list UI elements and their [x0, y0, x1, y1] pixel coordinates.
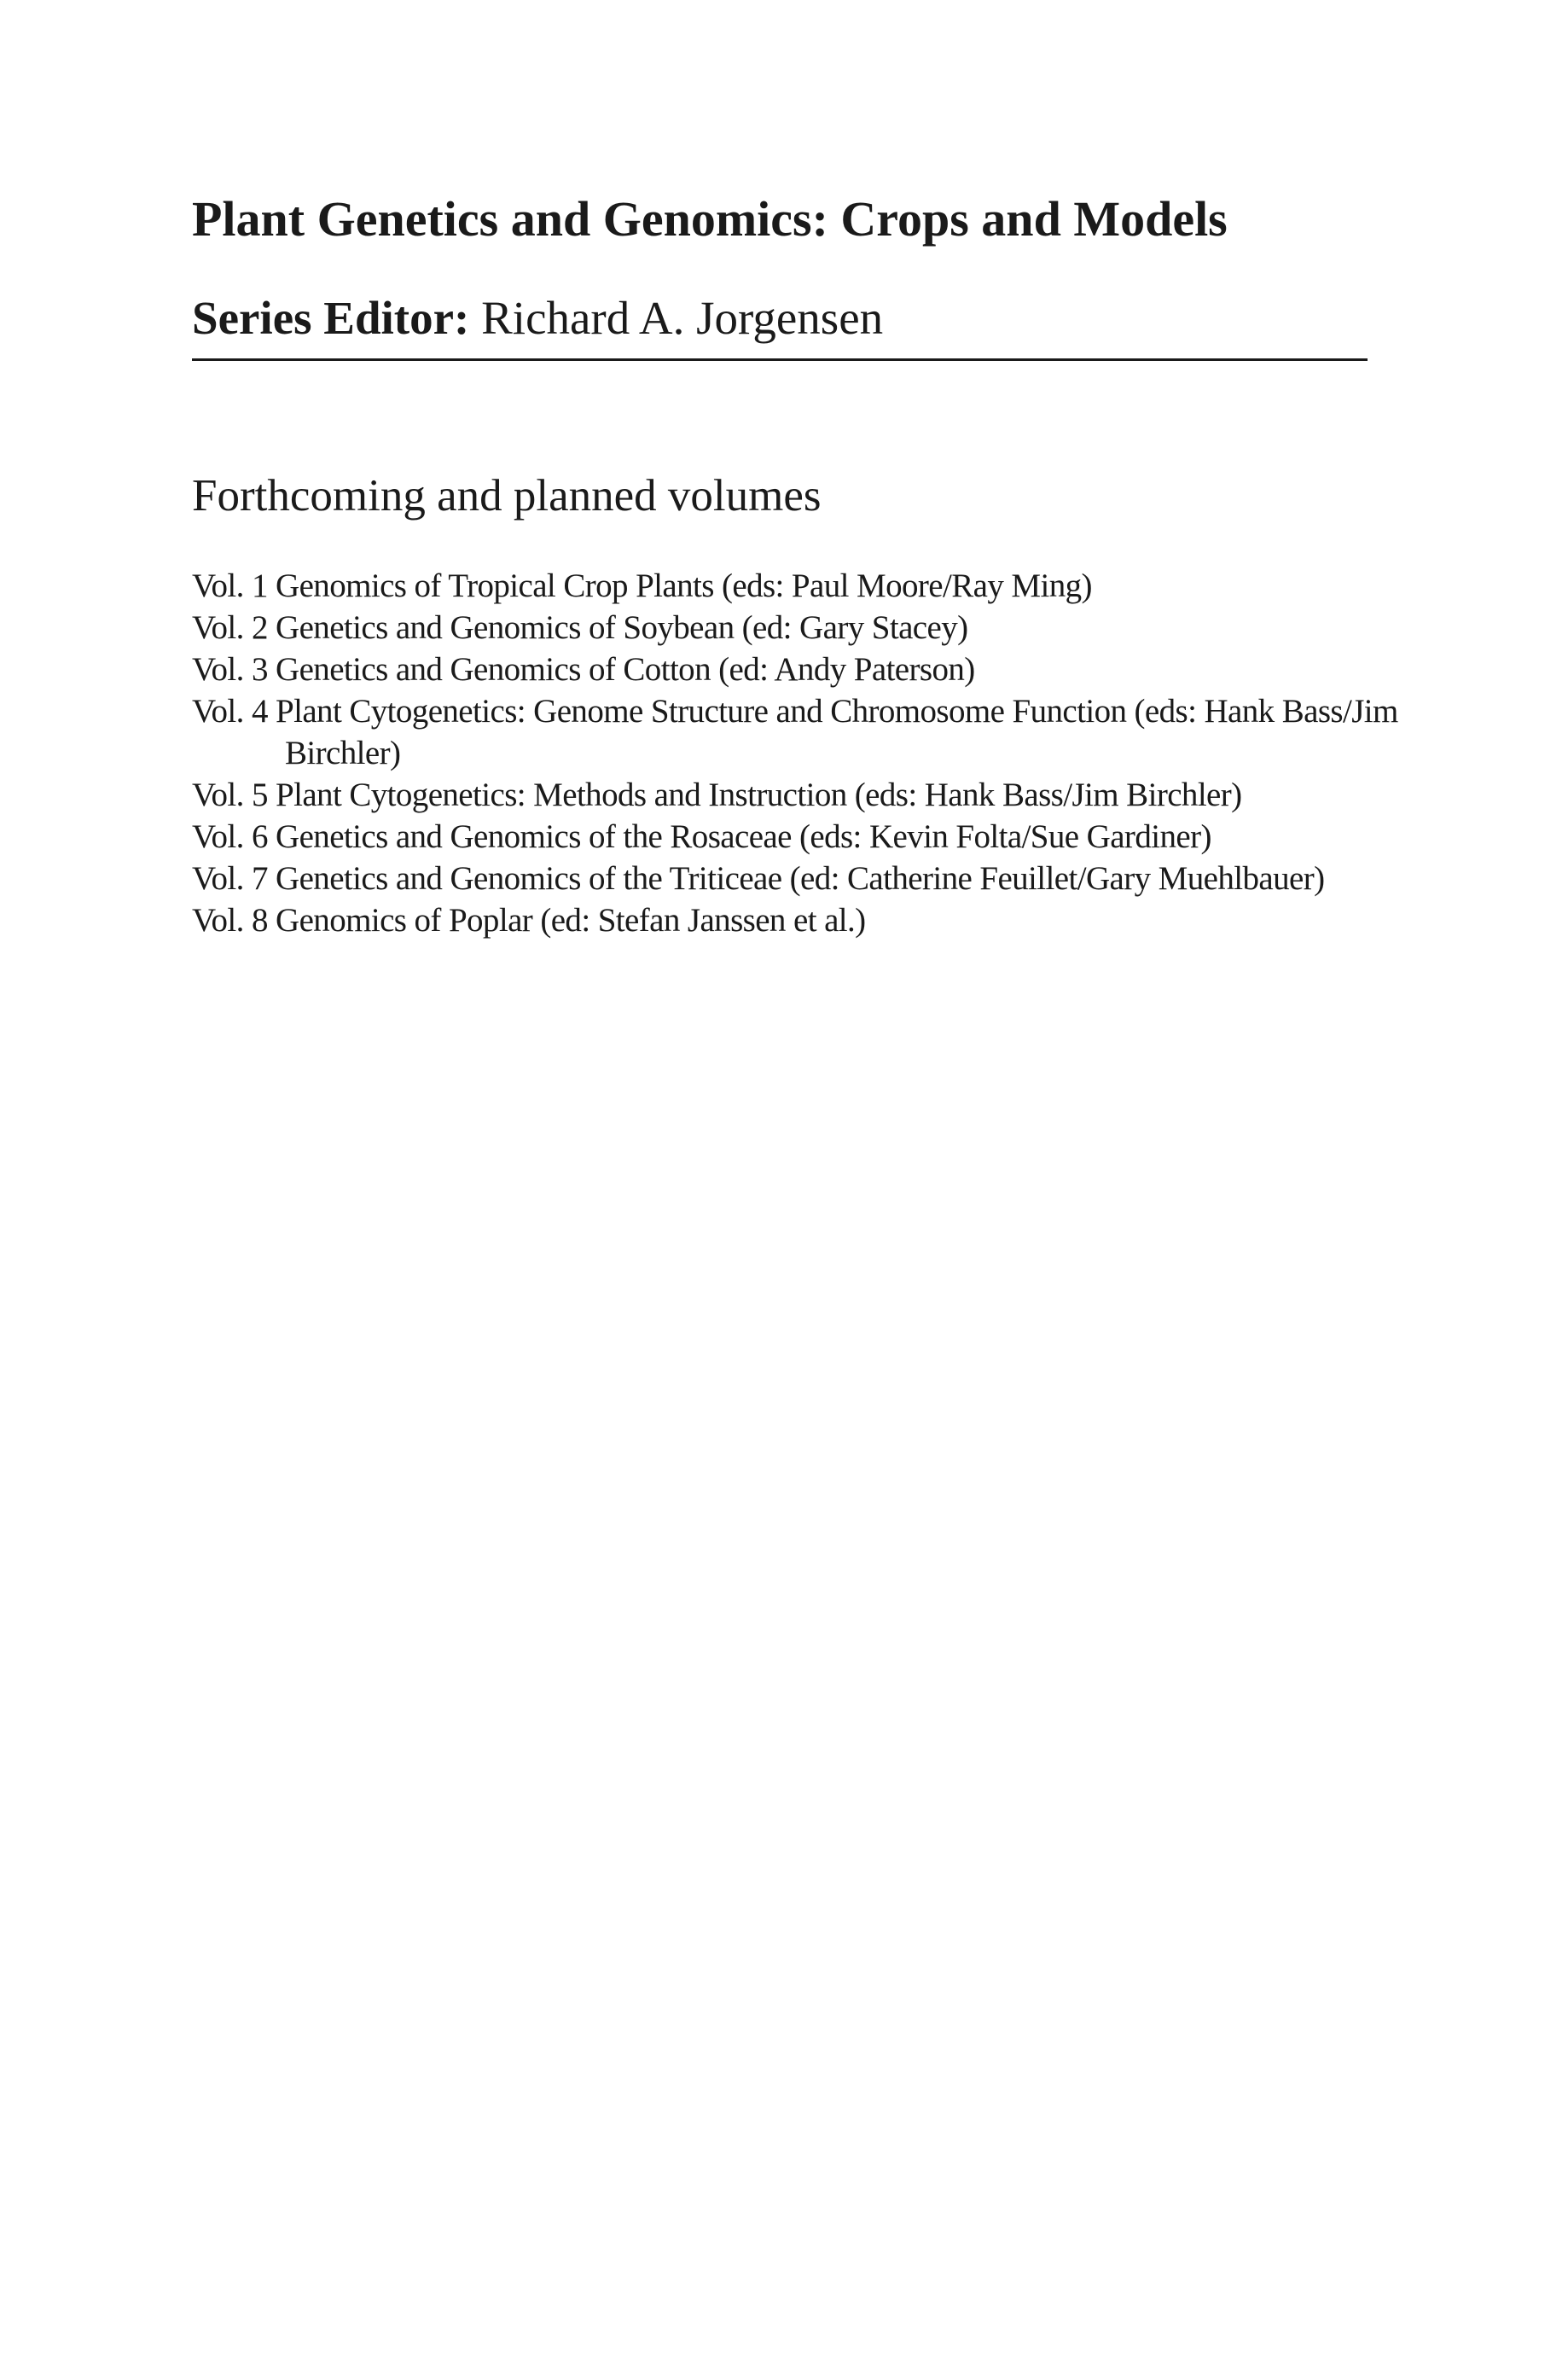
header-rule: [192, 358, 1368, 361]
series-editor: [192, 290, 883, 346]
volume-item: Vol. 4 Plant Cytogenetics: Genome Structure and Chromosome Function (eds: Hank Bass/Jim Birchler): [192, 693, 1398, 771]
series-editor-label: Series Editor:: [192, 292, 470, 344]
volume-item: Vol. 5 Plant Cytogenetics: Methods and Instruction (eds: Hank Bass/Jim Birchler): [192, 777, 1242, 813]
volume-list: [192, 565, 1403, 941]
series-editor-name: Richard A. Jorgensen: [481, 292, 884, 344]
series-title: Plant Genetics and Genomics: Crops and Models: [192, 191, 1228, 247]
volume-item: Vol. 6 Genetics and Genomics of the Rosaceae (eds: Kevin Folta/Sue Gardiner): [192, 818, 1211, 855]
volume-item: Vol. 8 Genomics of Poplar (ed: Stefan Janssen et al.): [192, 902, 866, 939]
volume-item: Vol. 2 Genetics and Genomics of Soybean (ed: Gary Stacey): [192, 609, 968, 646]
volume-item: Vol. 1 Genomics of Tropical Crop Plants (eds: Paul Moore/Ray Ming): [192, 567, 1092, 604]
section-heading: Forthcoming and planned volumes: [192, 471, 822, 521]
volume-item: Vol. 7 Genetics and Genomics of the Triticeae (ed: Catherine Feuillet/Gary Muehlbauer): [192, 860, 1325, 897]
volume-item: Vol. 3 Genetics and Genomics of Cotton (ed: Andy Paterson): [192, 651, 975, 688]
